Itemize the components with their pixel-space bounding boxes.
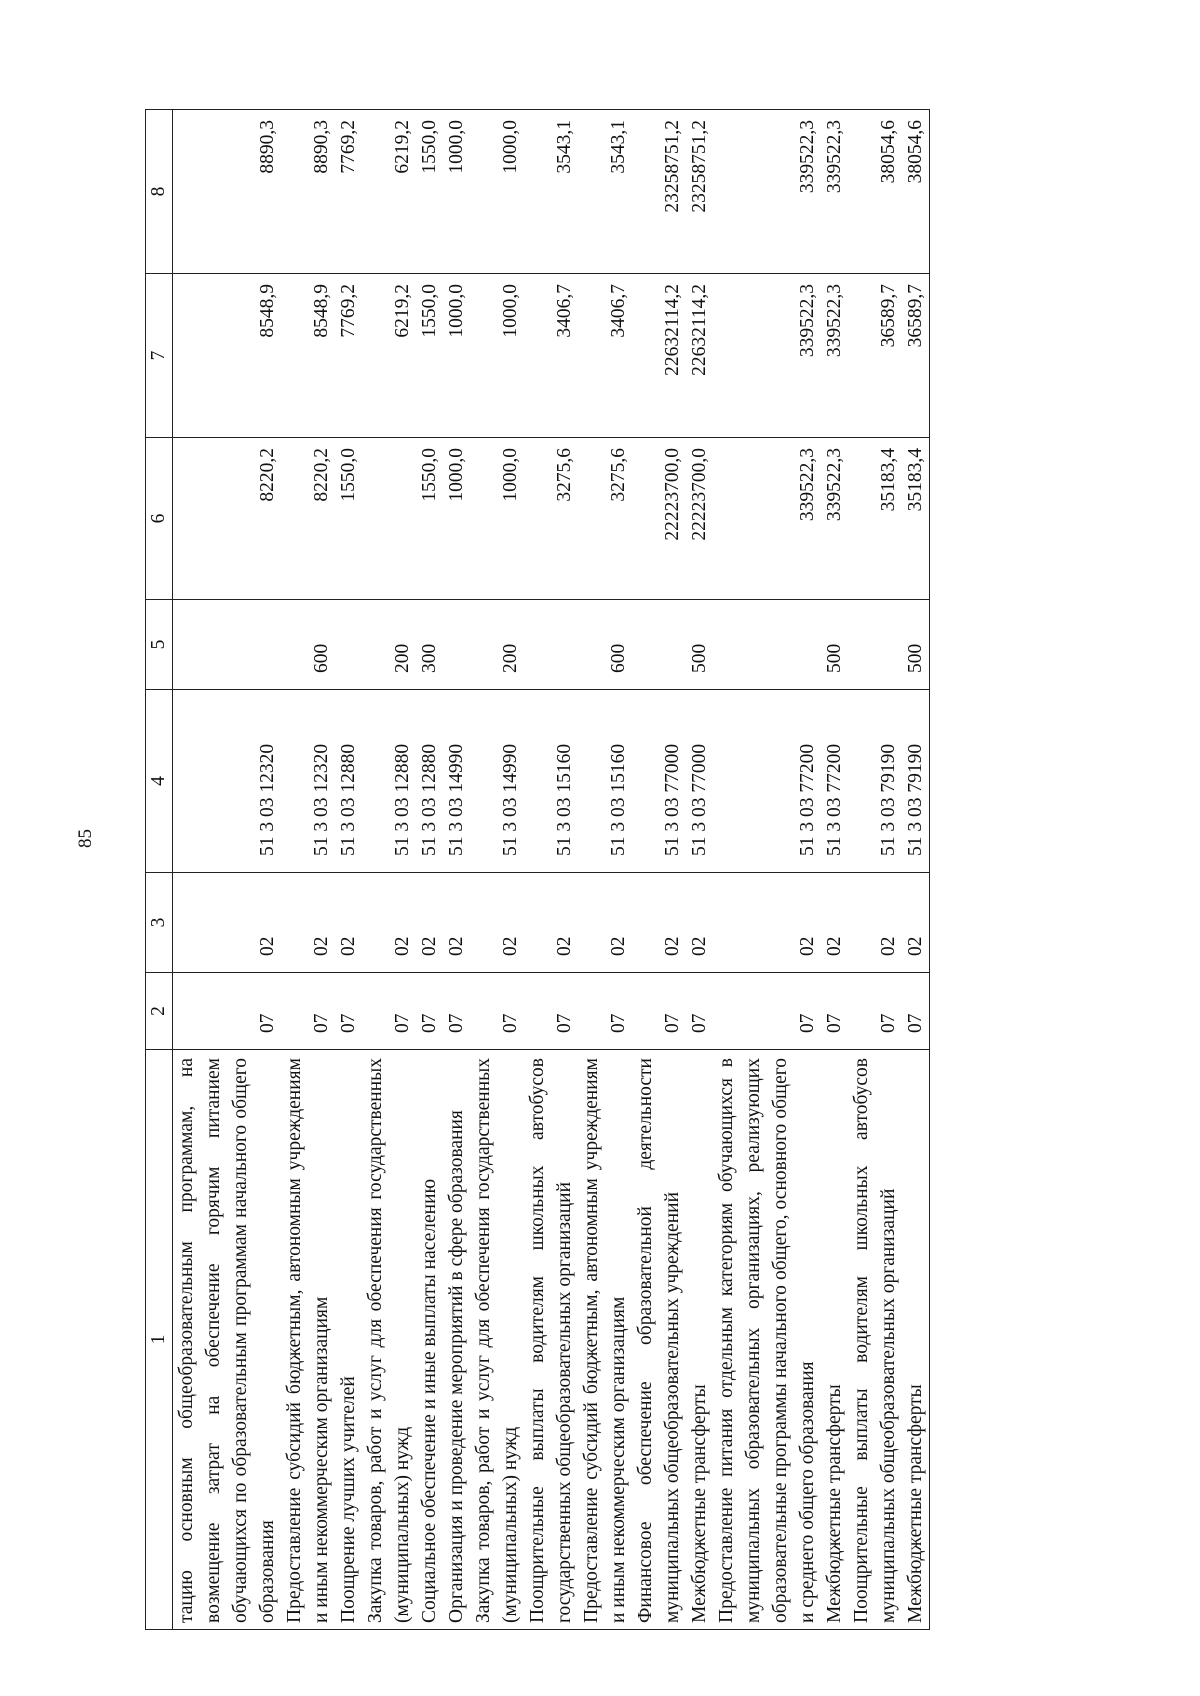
subsection-code: 02 [281, 873, 335, 973]
target-article-code: 51 3 03 12880 [335, 690, 362, 873]
table-row [713, 110, 821, 1630]
header-col-6: 6 [146, 438, 173, 600]
expense-type-code: 200 [470, 600, 524, 690]
target-article-code: 51 3 03 77000 [686, 690, 713, 873]
amount-year-2: 1000,0 [470, 274, 524, 438]
subsection-code: 02 [578, 873, 632, 973]
amount-year-2: 339522,3 [713, 274, 821, 438]
section-code: 07 [281, 973, 335, 1050]
amount-year-1: 1000,0 [443, 438, 470, 600]
expense-type-code [848, 600, 902, 690]
row-description: Межбюджетные трансферты [821, 1050, 848, 1630]
amount-year-1: 339522,3 [821, 438, 848, 600]
amount-year-3: 1000,0 [470, 110, 524, 274]
expense-type-code: 500 [821, 600, 848, 690]
subsection-code: 02 [173, 873, 282, 973]
target-article-code: 51 3 03 12880 [362, 690, 416, 873]
amount-year-3: 3543,1 [524, 110, 578, 274]
expense-type-code [173, 600, 282, 690]
amount-year-3: 8890,3 [281, 110, 335, 274]
section-code: 07 [173, 973, 282, 1050]
amount-year-2: 339522,3 [821, 274, 848, 438]
subsection-code: 02 [362, 873, 416, 973]
amount-year-1: 339522,3 [713, 438, 821, 600]
table-row [578, 110, 632, 1630]
subsection-code: 02 [443, 873, 470, 973]
expense-type-code: 300 [416, 600, 443, 690]
section-code: 07 [686, 973, 713, 1050]
amount-year-2: 7769,2 [335, 274, 362, 438]
subsection-code: 02 [416, 873, 443, 973]
expense-type-code: 600 [578, 600, 632, 690]
subsection-code: 02 [686, 873, 713, 973]
amount-year-2: 6219,2 [362, 274, 416, 438]
page-number: 85 [75, 829, 96, 848]
target-article-code: 51 3 03 77000 [632, 690, 686, 873]
amount-year-1: 3275,6 [578, 438, 632, 600]
subsection-code: 02 [713, 873, 821, 973]
target-article-code: 51 3 03 14990 [443, 690, 470, 873]
table-row [686, 110, 713, 1630]
expense-type-code [713, 600, 821, 690]
amount-year-1: 22223700,0 [632, 438, 686, 600]
header-col-3: 3 [146, 873, 173, 973]
row-description: тацию основным общеобразовательным программам, на возмещение затрат на обеспечение горячим питанием обучающихся по образовательным программам начального общего образования [173, 1050, 282, 1630]
expense-type-code [335, 600, 362, 690]
section-code: 07 [443, 973, 470, 1050]
amount-year-2: 1000,0 [443, 274, 470, 438]
table-row [335, 110, 362, 1630]
subsection-code: 02 [902, 873, 930, 973]
amount-year-3: 339522,3 [821, 110, 848, 274]
amount-year-1: 22223700,0 [686, 438, 713, 600]
budget-table [145, 109, 930, 1630]
amount-year-2: 8548,9 [281, 274, 335, 438]
row-description: Поощрение лучших учителей [335, 1050, 362, 1630]
subsection-code: 02 [524, 873, 578, 973]
target-article-code: 51 3 03 12880 [416, 690, 443, 873]
amount-year-1: 1550,0 [416, 438, 443, 600]
amount-year-3: 38054,6 [902, 110, 930, 274]
section-code: 07 [902, 973, 930, 1050]
amount-year-3: 7769,2 [335, 110, 362, 274]
expense-type-code: 500 [686, 600, 713, 690]
row-description: Поощрительные выплаты водителям школьных автобусов государственных общеобразовательных организаций [524, 1050, 578, 1630]
amount-year-2: 3406,7 [578, 274, 632, 438]
row-description: Межбюджетные трансферты [902, 1050, 930, 1630]
table-row [173, 110, 282, 1630]
header-col-5: 5 [146, 600, 173, 690]
row-description: Предоставление питания отдельным категориям обучающихся в муниципальных образовательных организациях, реализующих образовательные программы начального общего, основного общего и среднего общего образования [713, 1050, 821, 1630]
subsection-code: 02 [821, 873, 848, 973]
amount-year-1: 8220,2 [173, 438, 282, 600]
table-row [470, 110, 524, 1630]
header-col-8: 8 [146, 110, 173, 274]
target-article-code: 51 3 03 79190 [902, 690, 930, 873]
table-row [362, 110, 416, 1630]
amount-year-3: 3543,1 [578, 110, 632, 274]
section-code: 07 [713, 973, 821, 1050]
amount-year-2: 22632114,2 [632, 274, 686, 438]
expense-type-code [443, 600, 470, 690]
amount-year-2: 8548,9 [173, 274, 282, 438]
subsection-code: 02 [848, 873, 902, 973]
amount-year-1 [362, 438, 416, 600]
header-col-7: 7 [146, 274, 173, 438]
table-row [632, 110, 686, 1630]
amount-year-1: 35183,4 [848, 438, 902, 600]
target-article-code: 51 3 03 77200 [821, 690, 848, 873]
amount-year-1: 3275,6 [524, 438, 578, 600]
section-code: 07 [416, 973, 443, 1050]
table-row [902, 110, 930, 1630]
row-description: Организация и проведение мероприятий в сфере образования [443, 1050, 470, 1630]
amount-year-1: 1000,0 [470, 438, 524, 600]
table-row [416, 110, 443, 1630]
expense-type-code [524, 600, 578, 690]
section-code: 07 [524, 973, 578, 1050]
section-code: 07 [470, 973, 524, 1050]
section-code: 07 [578, 973, 632, 1050]
expense-type-code: 600 [281, 600, 335, 690]
rotated-table-container [145, 110, 1150, 1630]
amount-year-3: 8890,3 [173, 110, 282, 274]
table-row [281, 110, 335, 1630]
amount-year-3: 23258751,2 [632, 110, 686, 274]
expense-type-code: 500 [902, 600, 930, 690]
target-article-code: 51 3 03 12320 [173, 690, 282, 873]
amount-year-2: 22632114,2 [686, 274, 713, 438]
amount-year-1: 1550,0 [335, 438, 362, 600]
table-body [173, 110, 930, 1630]
amount-year-3: 23258751,2 [686, 110, 713, 274]
table-row [821, 110, 848, 1630]
section-code: 07 [821, 973, 848, 1050]
amount-year-2: 3406,7 [524, 274, 578, 438]
row-description: Закупка товаров, работ и услуг для обеспечения государственных (муниципальных) нужд [470, 1050, 524, 1630]
amount-year-3: 1550,0 [416, 110, 443, 274]
table-row [443, 110, 470, 1630]
row-description: Предоставление субсидий бюджетным, автономным учреждениям и иным некоммерческим организациям [281, 1050, 335, 1630]
header-col-4: 4 [146, 690, 173, 873]
amount-year-2: 36589,7 [848, 274, 902, 438]
row-description: Предоставление субсидий бюджетным, автономным учреждениям и иным некоммерческим организациям [578, 1050, 632, 1630]
row-description: Социальное обеспечение и иные выплаты населению [416, 1050, 443, 1630]
section-code: 07 [362, 973, 416, 1050]
amount-year-3: 339522,3 [713, 110, 821, 274]
amount-year-1: 8220,2 [281, 438, 335, 600]
row-description: Закупка товаров, работ и услуг для обеспечения государственных (муниципальных) нужд [362, 1050, 416, 1630]
section-code: 07 [632, 973, 686, 1050]
amount-year-1: 35183,4 [902, 438, 930, 600]
section-code: 07 [335, 973, 362, 1050]
target-article-code: 51 3 03 15160 [578, 690, 632, 873]
amount-year-3: 1000,0 [443, 110, 470, 274]
subsection-code: 02 [335, 873, 362, 973]
expense-type-code [632, 600, 686, 690]
expense-type-code: 200 [362, 600, 416, 690]
table-row [524, 110, 578, 1630]
subsection-code: 02 [470, 873, 524, 973]
row-description: Финансовое обеспечение образовательной деятельности муниципальных общеобразовательных учреждений [632, 1050, 686, 1630]
header-col-2: 2 [146, 973, 173, 1050]
amount-year-3: 38054,6 [848, 110, 902, 274]
target-article-code: 51 3 03 12320 [281, 690, 335, 873]
section-code: 07 [848, 973, 902, 1050]
header-col-1: 1 [146, 1050, 173, 1630]
target-article-code: 51 3 03 14990 [470, 690, 524, 873]
amount-year-2: 1550,0 [416, 274, 443, 438]
target-article-code: 51 3 03 79190 [848, 690, 902, 873]
row-description: Поощрительные выплаты водителям школьных автобусов муниципальных общеобразовательных организаций [848, 1050, 902, 1630]
amount-year-2: 36589,7 [902, 274, 930, 438]
subsection-code: 02 [632, 873, 686, 973]
row-description: Межбюджетные трансферты [686, 1050, 713, 1630]
table-row [848, 110, 902, 1630]
table-header [146, 110, 173, 1630]
amount-year-3: 6219,2 [362, 110, 416, 274]
target-article-code: 51 3 03 15160 [524, 690, 578, 873]
target-article-code: 51 3 03 77200 [713, 690, 821, 873]
